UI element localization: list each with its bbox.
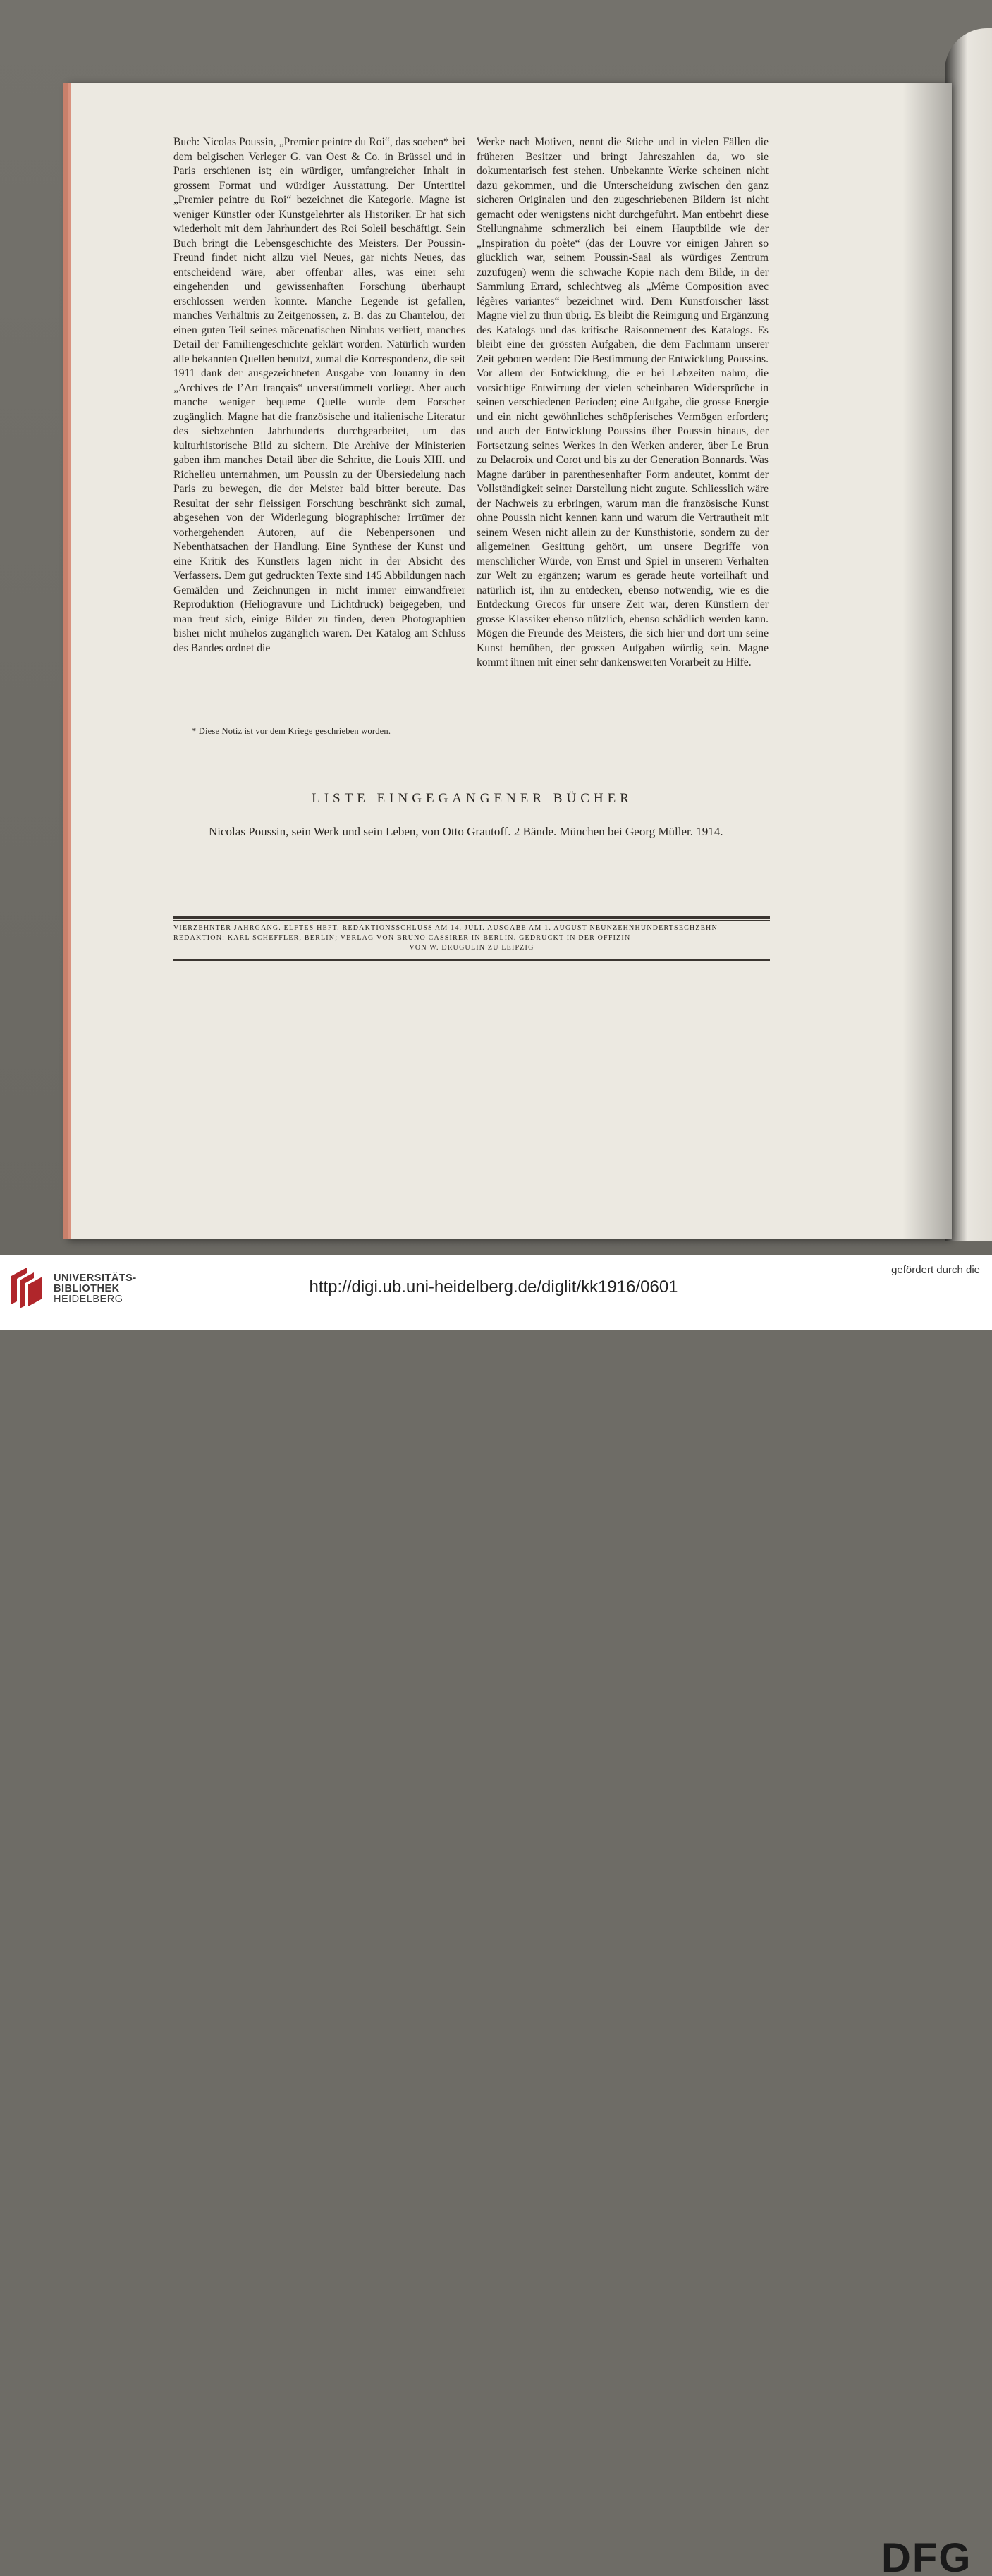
library-name-line-3: HEIDELBERG bbox=[54, 1294, 123, 1305]
library-name[interactable] bbox=[54, 1273, 137, 1305]
right-text-column bbox=[477, 135, 769, 670]
left-column-text: Buch: Nicolas Poussin, „Premier peintre du Roi“, das soeben* bei dem belgischen Verleger G. van Oest & Co. in Brüssel und in Paris erschienen ist; ein würdiger, umfangreicher Inhalt in grossem Format und würdiger Ausstattung. Der Untertitel „Premier peintre du Roi“ bezeichnet die Kategorie. Magne ist weniger Künstler oder Kunstgelehrter als Historiker. Er hat sich wiederholt mit dem Jahrhundert des Roi Soleil beschäftigt. Sein Buch bringt die Lebensgeschichte des Meisters. Der Poussin-Freund findet nicht allzu viel Neues, gar nichts Neues, das entscheidend wäre, aber offenbar alles, was einer sehr eingehenden und gewissenhaften Forschung überhaupt erschlossen werden konnte. Manche Legende ist gefallen, manches Verhältnis zu Zeitgenossen, z. B. das zu Chantelou, der einen guten Teil seines mäcenatischen Nimbus verliert, manches Detail der Familiengeschichte geklärt worden. Natürlich wurden alle bekannten Quellen benutzt, zumal die Korrespondenz, die seit 1911 dank der ausgezeichneten Ausgabe von Jouanny in den „Archives de l’Art français“ unverstümmelt vorliegt. Aber auch manche weniger bequeme Quelle wurde dem Forscher zugänglich. Magne hat die französische und italienische Literatur des siebzehnten Jahrhunderts durchgearbeitet, um das kulturhistorische Bild zu sichern. Die Archive der Ministerien gaben ihm manches Detail über die Schritte, die Louis XIII. und Richelieu unternahmen, um Poussin zu der Übersiedelung nach Paris zu bewegen, die der Meister bald bitter bereute. Das Resultat der sehr fleissigen Forschung beschränkt sich zumal, abgesehen von der Widerlegung biographischer Irrtümer der vorhergehenden Autoren, auf die Nebenpersonen und Nebenthatsachen der Handlung. Eine Synthese der Kunst und eine Kritik des Künstlers lagen nicht in der Absicht des Verfassers. Dem gut gedruckten Texte sind 145 Abbildungen nach Gemälden und Zeichnungen in nicht immer einwandfreier Reproduktion (Heliogravure und Lichtdruck) beigegeben, und man freut sich, einige Bilder zu finden, deren Photographien bisher nicht mühelos zugänglich waren. Der Katalog am Schluss des Bandes ordnet die bbox=[173, 136, 465, 654]
book-list-text: Nicolas Poussin, sein Werk und sein Leben, von Otto Grautoff. 2 Bände. München bei Georg Müller. 1914. bbox=[209, 825, 723, 838]
imprint-line-1: VIERZEHNTER JAHRGANG. ELFTES HEFT. REDAKTIONSSCHLUSS AM 14. JULI. AUSGABE AM 1. AUGUST NEUNZEHNHUNDERTSECHZEHN bbox=[173, 924, 718, 932]
library-logo-icon bbox=[8, 1266, 45, 1311]
imprint-bottom-rule bbox=[173, 959, 770, 961]
section-heading: LISTE EINGEGANGENER BÜCHER bbox=[312, 791, 633, 806]
permalink-url[interactable]: http://digi.ub.uni-heidelberg.de/diglit/kk1916/0601 bbox=[309, 1277, 678, 1296]
library-name-line-2: BIBLIOTHEK bbox=[54, 1283, 120, 1294]
dfg-logo-text: DFG bbox=[881, 2537, 972, 2576]
left-text-column bbox=[173, 135, 465, 656]
facing-page-edge bbox=[945, 28, 992, 1241]
imprint-top-rule bbox=[173, 916, 770, 919]
gutter-shadow bbox=[902, 83, 952, 1239]
right-column-text: Werke nach Motiven, nennt die Stiche und in vielen Fällen die früheren Besitzer und bringt Jahreszahlen da, wo sie dokumentarisch fest stehen. Unbekannte Werke scheinen nicht dazu gekommen, und die Unterscheidung zwischen den ganz sicheren Originalen und den zugeschriebenen Bildern ist nicht gemacht oder wenigstens nicht durchgeführt. Man entbehrt diese Stellungnahme schmerzlich bei einem Hauptbilde wie der „Inspiration du poète“ (das der Louvre vor einigen Jahren so glücklich war, seinem Poussin-Saal als würdiges Zentrum zuzufügen) wenn die schwache Kopie nach dem Bilde, in der Sammlung Errard, schlechtweg als „Même Composition avec légères variantes“ bezeichnet wird. Dem Kunstforscher lässt Magne viel zu thun übrig. Es bleibt die Reinigung und Ergänzung des Katalogs und das kritische Raisonnement des Katalogs. Es bleibt eine der grössten Aufgaben, die dem Fachmann unserer Zeit geboten werden: Die Bestimmung der Entwicklung Poussins. Vor allem der Entwicklung, die er bei Lebzeiten nahm, die vorsichtige Entwirrung der vielen scheinbaren Widersprüche in seinen verschiedenen Perioden; eine Aufgabe, die grosse Energie und ein nicht gewöhnliches schöpferisches Vermögen erfordert; und auch der Entwicklung Poussins über Poussin hinaus, der Fortsetzung seines Werkes in den Werken anderer, über Le Brun zu Delacroix und Corot und bis zu der Generation Bonnards. Was Magne darüber in parenthesenhafter Form andeutet, kommt der Vollständigkeit seiner Darstellung nicht zugute. Schliesslich wäre der Nachweis zu erbringen, warum man die französische Kunst ohne Poussin nicht kennen kann und warum die Vertrautheit mit seinem Wesen nicht allein zu der Kunsthistorie, sondern zu der allgemeinen Gesittung gehört, um unsere Begriffe von menschlicher Würde, von Ernst und Spiel in unserem Verhalten zur Welt zu ergänzen; warum es gerade heute vorteilhaft und natürlich ist, ihn zu entdecken, ebenso notwendig, wie es die Entdeckung Grecos für unsere Zeit war, deren Künstlern der grosse Klassiker ebenso nützlich, ebenso schädlich werden kann. Mögen die Freunde des Meisters, die sich hier und dort um seine Kunst bemühen, der grossen Aufgaben würdig sein. Magne kommt ihnen mit einer sehr dankenswerten Vorarbeit zu Hilfe. bbox=[477, 136, 769, 668]
funded-by-label: gefördert durch die bbox=[891, 1264, 980, 1276]
library-name-line-1: UNIVERSITÄTS- bbox=[54, 1272, 137, 1284]
imprint-line-2: REDAKTION: KARL SCHEFFLER, BERLIN; VERLAG VON BRUNO CASSIRER IN BERLIN. GEDRUCKT IN DER OFFIZIN bbox=[173, 934, 631, 942]
imprint-text bbox=[173, 921, 770, 955]
imprint-box bbox=[173, 916, 770, 961]
footnote: * Diese Notiz ist vor dem Kriege geschrieben worden. bbox=[192, 726, 391, 736]
imprint-line-3: VON W. DRUGULIN ZU LEIPZIG bbox=[409, 944, 534, 952]
book-list-entry bbox=[173, 823, 770, 840]
dfg-logo-icon bbox=[881, 2537, 980, 2576]
